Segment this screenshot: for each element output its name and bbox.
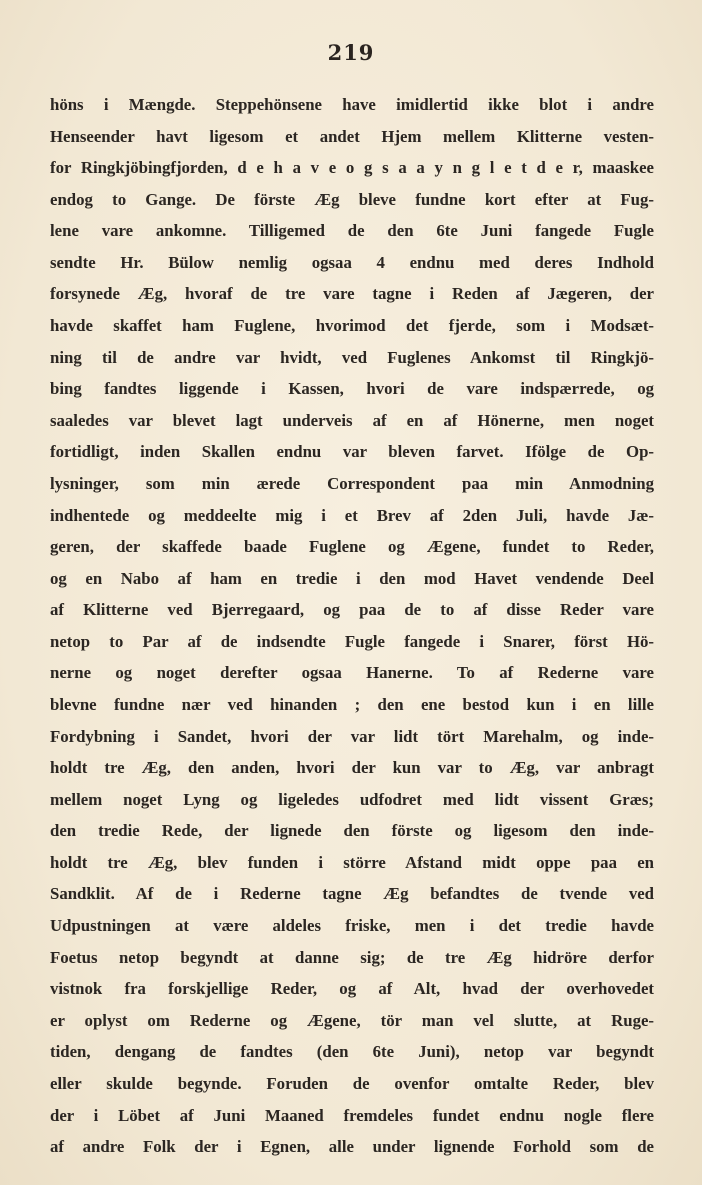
text-line: fortidligt, inden Skallen endnu var bleven farvet. Ifölge de Op- [50,442,654,462]
text-line: holdt tre Æg, blev funden i större Afstand midt oppe paa en [50,852,654,872]
text-line: höns i Mængde. Steppehönsene have imidlertid ikke blot i andre [50,95,654,114]
body-text [50,89,654,1163]
text-line: ning til de andre var hvidt, ved Fuglenes Ankomst til Ringkjö- [50,347,654,367]
text-line: der i Löbet af Juni Maaned fremdeles fundet endnu nogle flere [50,1105,654,1125]
text-line: Fordybning i Sandet, hvori der var lidt tört Marehalm, og inde- [50,726,654,746]
text-line: lysninger, som min ærede Correspondent paa min Anmodning [50,473,654,493]
text-line: indhentede og meddeelte mig i et Brev af 2den Juli, havde Jæ- [50,505,654,525]
text-line: er oplyst om Rederne og Ægene, tör man vel slutte, at Ruge- [50,1010,654,1030]
text-line: og en Nabo af ham en tredie i den mod Havet vendende Deel [50,568,654,588]
text-line: Udpustningen at være aldeles friske, men i det tredie havde [50,916,654,936]
text-line: forsynede Æg, hvoraf de tre vare tagne i Reden af Jægeren, der [50,284,654,304]
text-line: havde skaffet ham Fuglene, hvorimod det fjerde, som i Modsæt- [50,316,654,336]
text-line: holdt tre Æg, den anden, hvori der kun var to Æg, var anbragt [50,758,654,778]
text-line: af andre Folk der i Egnen, alle under lignende Forhold som de [50,1137,654,1157]
text-line: mellem noget Lyng og ligeledes udfodret med lidt vissent Græs; [50,789,654,809]
text-line: af Klitterne ved Bjerregaard, og paa de to af disse Reder vare [50,600,654,620]
text-line: for Ringkjöbingfjorden, d e h a v e o g s a a y n g l e t d e r, maaskee [50,158,654,178]
text-line: eller skulde begynde. Foruden de ovenfor omtalte Reder, blev [50,1073,654,1093]
page-number: 219 [327,40,375,65]
text-line: sendte Hr. Bülow nemlig ogsaa 4 endnu med deres Indhold [50,252,654,272]
text-line: vistnok fra forskjellige Reder, og af Alt, hvad der overhovedet [50,979,654,999]
text-line: den tredie Rede, der lignede den förste og ligesom den inde- [50,821,654,841]
text-line: endog to Gange. De förste Æg bleve fundne kort efter at Fug- [50,189,654,209]
text-line: geren, der skaffede baade Fuglene og Ægene, fundet to Reder, [50,537,654,557]
text-line: lene vare ankomne. Tilligemed de den 6te Juni fangede Fugle [50,221,654,241]
text-line: tiden, dengang de fandtes (den 6te Juni), netop var begyndt [50,1042,654,1062]
text-line: netop to Par af de indsendte Fugle fangede i Snarer, först Hö- [50,631,654,651]
text-line: saaledes var blevet lagt underveis af en af Hönerne, men noget [50,410,654,430]
text-line: Sandklit. Af de i Rederne tagne Æg befandtes de tvende ved [50,884,654,904]
text-line: blevne fundne nær ved hinanden ; den ene bestod kun i en lille [50,694,654,714]
text-line: bing fandtes liggende i Kassen, hvori de vare indspærrede, og [50,379,654,399]
text-line: Henseender havt ligesom et andet Hjem mellem Klitterne vesten- [50,126,654,146]
text-line: nerne og noget derefter ogsaa Hanerne. To af Rederne vare [50,663,654,683]
text-line: Foetus netop begyndt at danne sig; de tre Æg hidröre derfor [50,947,654,967]
